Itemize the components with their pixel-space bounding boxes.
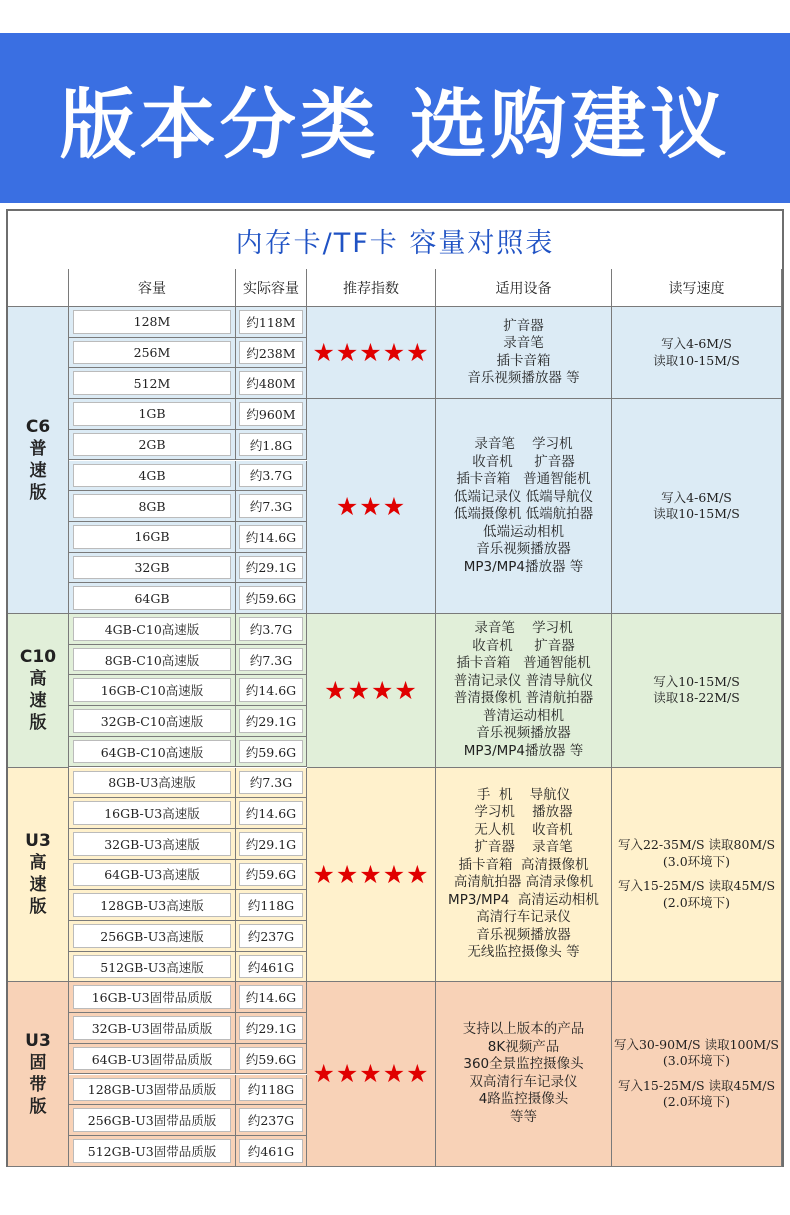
header-devices: 适用设备 — [436, 269, 612, 307]
actual-cell — [236, 430, 307, 461]
actual-cell — [236, 553, 307, 584]
device-line: 支持以上版本的产品 — [462, 1021, 585, 1038]
actual-value: 约59.6G — [239, 586, 303, 610]
capacity-cell — [69, 553, 236, 584]
actual-cell — [236, 583, 307, 614]
capacity-value: 32GB-C10高速版 — [73, 709, 231, 733]
top-banner — [0, 33, 790, 203]
capacity-cell — [69, 1044, 236, 1075]
capacity-cell — [69, 1013, 236, 1044]
speed-line: (3.0环境下) — [662, 1053, 731, 1069]
capacity-cell — [69, 368, 236, 399]
version-label — [8, 307, 69, 614]
actual-value: 约238M — [239, 341, 303, 365]
capacity-cell — [69, 952, 236, 983]
capacity-cell — [69, 1105, 236, 1136]
speed-line: 读取10-15M/S — [653, 506, 740, 522]
device-line: 插卡音箱 — [496, 352, 551, 369]
rating-stars: ★★★ — [307, 399, 436, 614]
capacity-cell — [69, 706, 236, 737]
capacity-value: 128GB-U3高速版 — [73, 893, 231, 917]
device-line: 8K视频产品 — [487, 1038, 560, 1055]
capacity-value: 1GB — [73, 402, 231, 426]
capacity-cell — [69, 491, 236, 522]
devices-cell — [436, 307, 612, 399]
actual-cell — [236, 982, 307, 1013]
device-line: 扩音器 — [503, 317, 544, 334]
device-line: 高清航拍器 高清录像机 — [453, 874, 594, 891]
version-label — [8, 768, 69, 983]
speed-line: 写入4-6M/S — [661, 336, 732, 352]
actual-cell — [236, 399, 307, 430]
device-line: 无线监控摄像头 等 — [467, 944, 580, 961]
actual-cell — [236, 1136, 307, 1167]
capacity-cell — [69, 430, 236, 461]
device-line: MP3/MP4播放器 等 — [463, 742, 584, 759]
capacity-value: 8GB — [73, 494, 231, 518]
speed-line: 写入4-6M/S — [661, 489, 732, 505]
version-label-line: 带 — [29, 1074, 47, 1095]
capacity-cell — [69, 921, 236, 952]
capacity-value: 512GB-U3固带品质版 — [73, 1139, 231, 1163]
capacity-value: 16GB-U3高速版 — [73, 801, 231, 825]
actual-cell — [236, 952, 307, 983]
actual-cell — [236, 368, 307, 399]
capacity-cell — [69, 982, 236, 1013]
capacity-cell — [69, 583, 236, 614]
speed-line: 写入15-25M/S 读取45M/S — [617, 1077, 776, 1093]
actual-value: 约29.1G — [239, 709, 303, 733]
version-label-line: C6 — [25, 417, 51, 437]
version-label-line: 版 — [29, 897, 47, 918]
speed-cell — [612, 982, 782, 1166]
version-label-line: 速 — [29, 875, 47, 896]
version-label-line: 高 — [29, 669, 47, 690]
capacity-cell — [69, 522, 236, 553]
device-line: 音乐视频播放器 等 — [467, 370, 580, 387]
speed-line: 写入22-35M/S 读取80M/S — [617, 837, 776, 853]
speed-line: 写入15-25M/S 读取45M/S — [617, 878, 776, 894]
header-capacity: 容量 — [69, 269, 236, 307]
actual-value: 约14.6G — [239, 801, 303, 825]
capacity-value: 16GB — [73, 525, 231, 549]
version-label-line: 固 — [29, 1052, 47, 1073]
device-line: 音乐视频播放器 — [476, 541, 571, 558]
devices-cell — [436, 982, 612, 1166]
capacity-cell — [69, 860, 236, 891]
device-line: 录音笔 学习机 — [474, 436, 573, 453]
capacity-value: 256M — [73, 341, 231, 365]
device-line: 音乐视频播放器 — [476, 725, 571, 742]
device-line: 普清运动相机 — [483, 707, 564, 724]
capacity-value: 32GB-U3固带品质版 — [73, 1016, 231, 1040]
device-line: 插卡音箱 普通智能机 — [456, 471, 591, 488]
speed-line: 写入30-90M/S 读取100M/S — [613, 1036, 779, 1052]
version-label-line: 版 — [29, 1096, 47, 1117]
device-line: 低端摄像机 低端航拍器 — [453, 506, 594, 523]
devices-cell — [436, 768, 612, 983]
version-label-line: U3 — [25, 831, 51, 852]
device-line: 录音笔 — [503, 335, 544, 352]
capacity-value: 256GB-U3固带品质版 — [73, 1108, 231, 1132]
actual-cell — [236, 829, 307, 860]
capacity-value: 128GB-U3固带品质版 — [73, 1078, 231, 1102]
capacity-value: 128M — [73, 310, 231, 334]
capacity-value: 8GB-C10高速版 — [73, 648, 231, 672]
actual-value: 约14.6G — [239, 985, 303, 1009]
capacity-cell — [69, 645, 236, 676]
actual-cell — [236, 338, 307, 369]
devices-cell — [436, 399, 612, 614]
device-line: 高清行车记录仪 — [476, 909, 571, 926]
device-line: 插卡音箱 高清摄像机 — [458, 856, 589, 873]
actual-cell — [236, 768, 307, 799]
speed-cell — [612, 768, 782, 983]
actual-cell — [236, 1044, 307, 1075]
actual-value: 约1.8G — [239, 433, 303, 457]
actual-value: 约7.3G — [239, 648, 303, 672]
rating-stars: ★★★★★ — [307, 768, 436, 983]
device-line: MP3/MP4播放器 等 — [463, 558, 584, 575]
capacity-value: 2GB — [73, 433, 231, 457]
device-line: MP3/MP4 高清运动相机 — [448, 891, 599, 908]
actual-value: 约118G — [239, 1078, 303, 1102]
capacity-value: 64GB-U3固带品质版 — [73, 1047, 231, 1071]
speed-line: 读取10-15M/S — [653, 352, 740, 368]
capacity-value: 64GB-U3高速版 — [73, 863, 231, 887]
capacity-value: 16GB-U3固带品质版 — [73, 985, 231, 1009]
device-line: 等等 — [510, 1108, 537, 1125]
capacity-value: 32GB — [73, 556, 231, 580]
actual-value: 约461G — [239, 1139, 303, 1163]
capacity-cell — [69, 1075, 236, 1106]
header-speed: 读写速度 — [612, 269, 782, 307]
actual-cell — [236, 461, 307, 492]
capacity-cell — [69, 307, 236, 338]
capacity-value: 4GB-C10高速版 — [73, 617, 231, 641]
table-title: 内存卡/TF卡 容量对照表 — [8, 211, 782, 270]
actual-value: 约7.3G — [239, 494, 303, 518]
capacity-value: 64GB-C10高速版 — [73, 740, 231, 764]
actual-cell — [236, 798, 307, 829]
actual-value: 约14.6G — [239, 678, 303, 702]
device-line: 插卡音箱 普通智能机 — [456, 655, 591, 672]
capacity-cell — [69, 890, 236, 921]
actual-value: 约59.6G — [239, 1047, 303, 1071]
capacity-value: 512GB-U3高速版 — [73, 955, 231, 979]
actual-cell — [236, 1105, 307, 1136]
capacity-cell — [69, 798, 236, 829]
actual-cell — [236, 645, 307, 676]
version-label-line: 高 — [29, 853, 47, 874]
device-line: 收音机 扩音器 — [472, 637, 575, 654]
capacity-cell — [69, 338, 236, 369]
actual-value: 约59.6G — [239, 740, 303, 764]
capacity-cell — [69, 614, 236, 645]
capacity-value: 8GB-U3高速版 — [73, 771, 231, 795]
capacity-cell — [69, 1136, 236, 1167]
device-line: 手 机 导航仪 — [476, 786, 571, 803]
actual-cell — [236, 1013, 307, 1044]
speed-line: (3.0环境下) — [662, 853, 731, 869]
capacity-value: 32GB-U3高速版 — [73, 832, 231, 856]
actual-value: 约237G — [239, 924, 303, 948]
version-label-line: 版 — [29, 483, 47, 503]
capacity-cell — [69, 829, 236, 860]
actual-cell — [236, 860, 307, 891]
actual-value: 约118M — [239, 310, 303, 334]
actual-cell — [236, 921, 307, 952]
actual-value: 约3.7G — [239, 617, 303, 641]
device-line: 360全景监控摄像头 — [463, 1056, 584, 1073]
version-label-line: 速 — [29, 461, 47, 481]
actual-value: 约237G — [239, 1108, 303, 1132]
actual-value: 约461G — [239, 955, 303, 979]
device-line: 低端记录仪 低端导航仪 — [453, 488, 594, 505]
banner-title: 版本分类 选购建议 — [59, 79, 731, 169]
rating-stars: ★★★★★ — [307, 982, 436, 1166]
capacity-cell — [69, 768, 236, 799]
version-label-line: C10 — [19, 647, 57, 668]
version-label-line: 普 — [29, 439, 47, 459]
version-label — [8, 982, 69, 1166]
actual-value: 约59.6G — [239, 863, 303, 887]
capacity-cell — [69, 399, 236, 430]
version-label-line: 速 — [29, 691, 47, 712]
capacity-cell — [69, 461, 236, 492]
device-line: 普清记录仪 普清导航仪 — [453, 672, 594, 689]
devices-cell — [436, 614, 612, 768]
device-line: 收音机 扩音器 — [472, 453, 575, 470]
device-line: 普清摄像机 普清航拍器 — [453, 690, 594, 707]
actual-cell — [236, 491, 307, 522]
actual-cell — [236, 890, 307, 921]
actual-cell — [236, 522, 307, 553]
rating-stars: ★★★★ — [307, 614, 436, 768]
actual-value: 约960M — [239, 402, 303, 426]
actual-value: 约118G — [239, 893, 303, 917]
device-line: 学习机 播放器 — [474, 804, 573, 821]
capacity-value: 64GB — [73, 586, 231, 610]
actual-value: 约7.3G — [239, 771, 303, 795]
version-label-line: 版 — [29, 713, 47, 734]
actual-value: 约29.1G — [239, 1016, 303, 1040]
capacity-table — [6, 209, 784, 1167]
actual-value: 约29.1G — [239, 556, 303, 580]
capacity-value: 512M — [73, 371, 231, 395]
speed-cell — [612, 399, 782, 614]
capacity-value: 256GB-U3高速版 — [73, 924, 231, 948]
version-label — [8, 614, 69, 768]
capacity-cell — [69, 737, 236, 768]
actual-value: 约3.7G — [239, 464, 303, 488]
speed-cell — [612, 614, 782, 768]
actual-value: 约480M — [239, 371, 303, 395]
header-actual: 实际容量 — [236, 269, 307, 307]
device-line: 扩音器 录音笔 — [474, 839, 573, 856]
capacity-cell — [69, 675, 236, 706]
speed-line: (2.0环境下) — [662, 1094, 731, 1110]
device-line: 双高清行车记录仪 — [469, 1073, 578, 1090]
actual-value: 约29.1G — [239, 832, 303, 856]
actual-cell — [236, 307, 307, 338]
header-blank — [8, 269, 69, 307]
capacity-value: 4GB — [73, 464, 231, 488]
speed-line: 写入10-15M/S — [653, 673, 740, 689]
device-line: 音乐视频播放器 — [476, 926, 571, 943]
version-label-line: U3 — [25, 1030, 51, 1051]
actual-cell — [236, 737, 307, 768]
device-line: 低端运动相机 — [483, 523, 564, 540]
rating-stars: ★★★★★ — [307, 307, 436, 399]
device-line: 4路监控摄像头 — [478, 1091, 569, 1108]
capacity-value: 16GB-C10高速版 — [73, 678, 231, 702]
actual-cell — [236, 1075, 307, 1106]
actual-cell — [236, 675, 307, 706]
speed-line: (2.0环境下) — [662, 894, 731, 910]
speed-cell — [612, 307, 782, 399]
actual-value: 约14.6G — [239, 525, 303, 549]
device-line: 录音笔 学习机 — [474, 620, 573, 637]
actual-cell — [236, 614, 307, 645]
speed-line: 读取18-22M/S — [653, 690, 740, 706]
device-line: 无人机 收音机 — [474, 821, 573, 838]
header-rating: 推荐指数 — [307, 269, 436, 307]
actual-cell — [236, 706, 307, 737]
